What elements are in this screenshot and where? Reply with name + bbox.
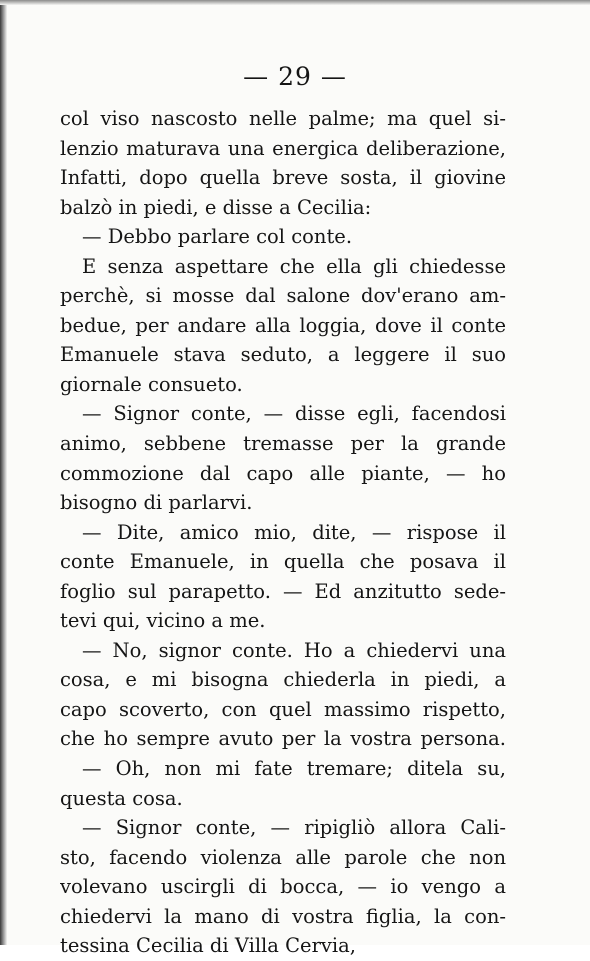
page-number: — 29 —	[243, 62, 347, 91]
text-line: chiedervi la mano di vostra figlia, la con-	[60, 904, 506, 928]
text-line: — Dite, amico mio, dite, — rispose il	[82, 520, 506, 544]
text-line: questa cosa.	[60, 786, 183, 810]
text-line: cosa, e mi bisogna chiederla in piedi, a	[60, 668, 506, 692]
text-line: bedue, per andare alla loggia, dove il conte	[60, 313, 506, 337]
page-top-edge-shadow	[0, 0, 590, 5]
text-line: foglio sul parapetto. — Ed anzitutto sede-	[60, 579, 506, 603]
text-line: sto, facendo violenza alle parole che non	[60, 845, 506, 869]
text-line: tessina Cecilia di Villa Cervia,	[60, 934, 356, 958]
text-line: — No, signor conte. Ho a chiedervi una	[82, 638, 506, 662]
text-line: capo scoverto, con quel massimo rispetto,	[60, 697, 506, 721]
text-line: animo, sebbene tremasse per la grande	[60, 432, 506, 456]
body-text	[60, 104, 506, 961]
text-line: volevano uscirgli di bocca, — io vengo a	[60, 875, 506, 899]
text-line: bisogno di parlarvi.	[60, 491, 253, 515]
text-line: Infatti, dopo quella breve sosta, il giovine	[60, 166, 506, 190]
text-line: perchè, si mosse dal salone dov'erano am-	[60, 284, 506, 308]
text-line: col viso nascosto nelle palme; ma quel si-	[60, 107, 506, 130]
text-line: lenzio maturava una energica deliberazione,	[60, 136, 506, 160]
text-line: commozione dal capo alle piante, — ho	[60, 461, 506, 485]
text-line: — Signor conte, — disse egli, facendosi	[82, 402, 506, 426]
text-line: E senza aspettare che ella gli chiedesse	[82, 254, 506, 278]
text-line: giornale consueto.	[60, 372, 243, 396]
text-line: — Oh, non mi fate tremare; ditela su,	[82, 757, 506, 781]
page-left-edge-shadow	[0, 0, 7, 945]
text-line: tevi qui, vicino a me.	[60, 609, 266, 633]
text-line: balzò in piedi, e disse a Cecilia:	[60, 195, 372, 219]
text-line: che ho sempre avuto per la vostra persona.	[60, 727, 506, 751]
text-line: conte Emanuele, in quella che posava il	[60, 550, 506, 574]
text-line: — Debbo parlare col conte.	[82, 225, 353, 249]
text-line: — Signor conte, — ripigliò allora Cali-	[82, 816, 506, 840]
text-line: Emanuele stava seduto, a leggere il suo	[60, 343, 506, 367]
